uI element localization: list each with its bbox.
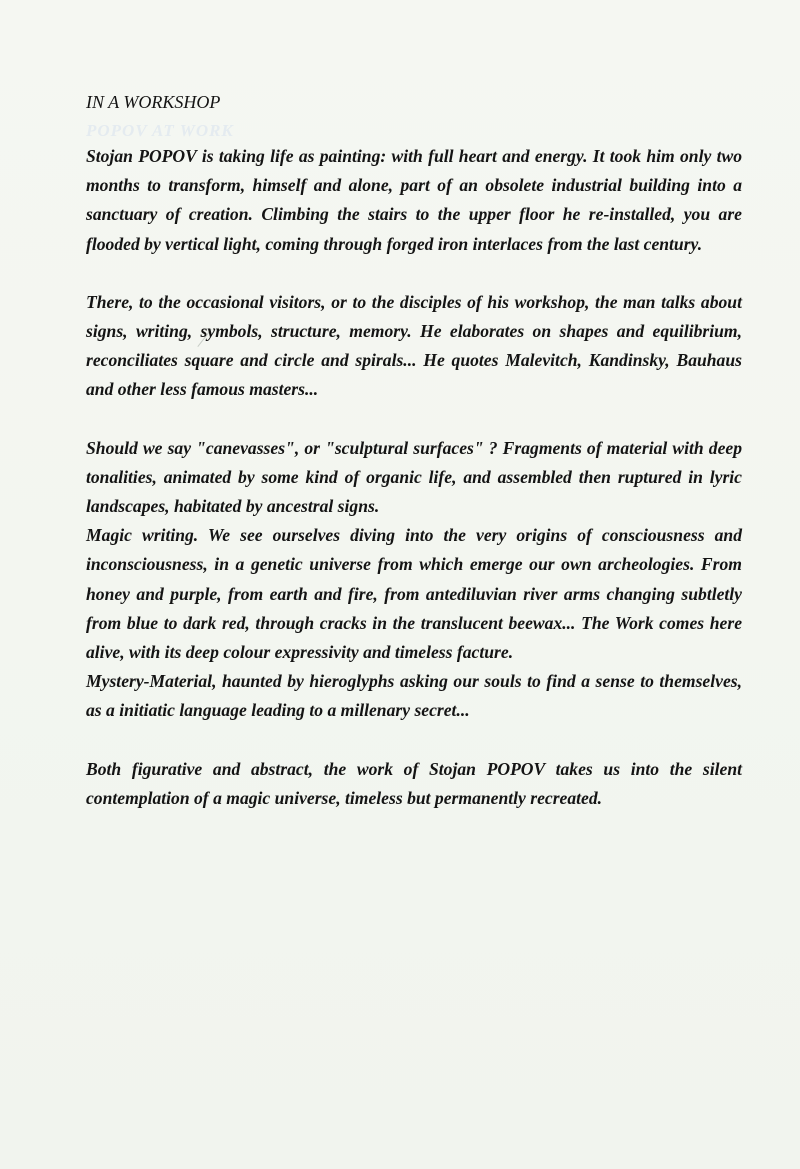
paragraph-canevasses: Should we say "canevasses", or "sculptural surfaces" ? Fragments of material with deep tonalities, animated by some kind of organic life, and assembled then ruptured in lyric landscapes, habitated by ancestral signs. xyxy=(86,437,742,517)
document-body xyxy=(86,88,742,813)
paragraph-workshop: Stojan POPOV is taking life as painting: with full heart and energy. It took him only two months to transform, himself and alone, part of an obsolete industrial building into a sanctuary of creation. Climbing the stairs to the upper floor he re-installed, you are flooded by vertical light, coming through forged iron interlaces from the last century. xyxy=(86,146,742,254)
paragraph-mystery-material: Mystery-Material, haunted by hieroglyphs asking our souls to find a sense to themselves, as a initiatic language leading to a millenary secret... xyxy=(86,671,742,721)
paragraph-conclusion: Both figurative and abstract, the work of Stojan POPOV takes us into the silent contemplation of a magic universe, timeless but permanently recreated. xyxy=(86,758,742,808)
paragraph-visitors: There, to the occasional visitors, or to the disciples of his workshop, the man talks about signs, writing, symbols, structure, memory. He elaborates on shapes and equilibrium, reconciliates square and circle and spirals... He quotes Malevitch, Kandinsky, Bauhaus and other less famous masters... xyxy=(86,291,742,400)
show-through-text: POPOV AT WORK xyxy=(86,121,234,140)
page-title: IN A WORKSHOP xyxy=(86,92,221,112)
paragraph-magic-writing: Magic writing. We see ourselves diving into the very origins of consciousness and inconsciousness, in a genetic universe from which emerge our own archeologies. From honey and purple, from earth and fire, from antediluvian river arms changing subtletly from blue to dark red, through cracks in the translucent beewax... The Work comes here alive, with its deep colour expressivity and timeless facture. xyxy=(86,525,742,663)
